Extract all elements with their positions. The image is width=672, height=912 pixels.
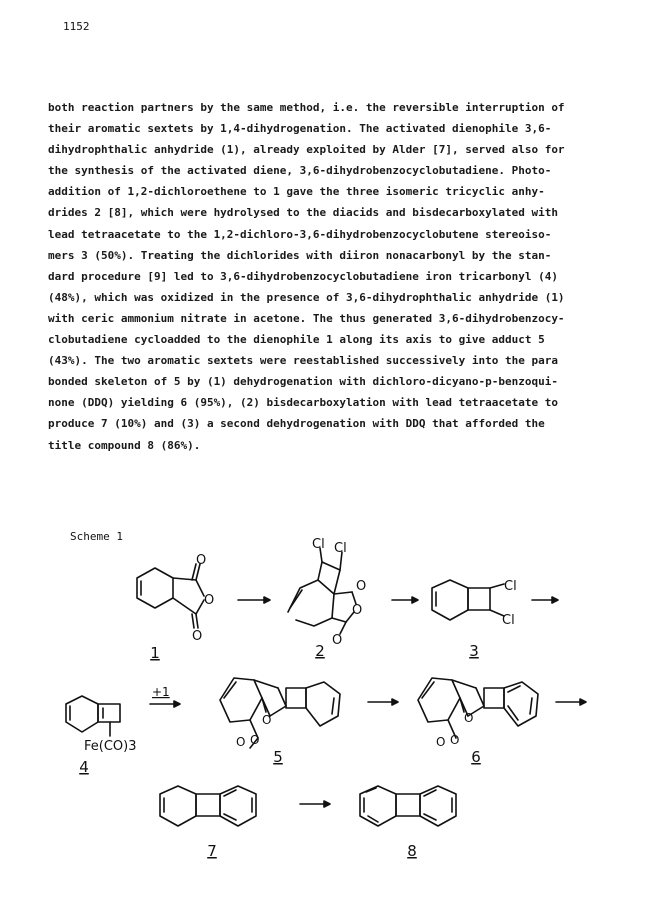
compound-6-carbonyl-o-1: O [436, 735, 446, 749]
compound-2-number: 2 [315, 642, 325, 660]
compound-5-number: 5 [273, 748, 283, 766]
compound-3-cl-2: Cl [502, 613, 515, 628]
compound-1-carbonyl-o-bottom: O [192, 629, 203, 644]
compound-6-carbonyl-o-2: O [450, 733, 460, 747]
compound-3-cl-1: Cl [504, 579, 517, 594]
text-line: dihydrophthalic anhydride (1), already exploited by Alder [7], served also for [48, 143, 565, 157]
compound-1-structure [137, 564, 204, 628]
compound-8-number: 8 [407, 842, 417, 860]
reagent-plus-1: +1 [152, 685, 170, 699]
page-number: 1152 [63, 20, 90, 33]
compound-7-number: 7 [207, 842, 217, 860]
compound-2-cl-1: Cl [312, 537, 325, 552]
text-line: their aromatic sextets by 1,4-dihydrogenation. The activated dienophile 3,6- [48, 122, 552, 136]
compound-8-structure [360, 786, 456, 826]
text-line: bonded skeleton of 5 by (1) dehydrogenation with dichloro-dicyano-p-benzoqui- [48, 375, 558, 389]
text-line: dard procedure [9] led to 3,6-dihydrobenzocyclobutadiene iron tricarbonyl (4) [48, 269, 558, 283]
text-line: (43%). The two aromatic sextets were reestablished successively into the para [48, 354, 558, 368]
compound-7-structure [160, 786, 256, 826]
compound-4-fe-co3: Fe(CO)3 [84, 739, 137, 754]
compound-2-ring-o: O [352, 603, 363, 618]
compound-4-number: 4 [79, 758, 89, 776]
compound-2-structure [288, 548, 356, 634]
text-line: mers 3 (50%). Treating the dichlorides with diiron nonacarbonyl by the stan- [48, 248, 552, 262]
text-line: with ceric ammonium nitrate in acetone. The thus generated 3,6-dihydrobenzocy- [48, 311, 565, 325]
compound-1-ring-o: O [204, 593, 215, 608]
compound-6-structure [418, 678, 538, 738]
compound-6-number: 6 [471, 748, 481, 766]
compound-6-ring-o: O [464, 711, 474, 725]
text-line: the synthesis of the activated diene, 3,6-dihydrobenzocyclobutadiene. Photo- [48, 164, 552, 178]
compound-2-cl-2: Cl [334, 541, 347, 556]
text-line: both reaction partners by the same method, i.e. the reversible interruption of [48, 101, 565, 114]
compound-1-number: 1 [150, 644, 160, 662]
text-line: none (DDQ) yielding 6 (95%), (2) bisdecarboxylation with lead tetraacetate to [48, 396, 558, 410]
compound-2-carbonyl-o-1: O [356, 579, 367, 594]
compound-4-structure [66, 696, 120, 736]
text-line: produce 7 (10%) and (3) a second dehydrogenation with DDQ that afforded the [48, 417, 545, 431]
compound-5-carbonyl-o-2: O [250, 733, 260, 747]
compound-1-carbonyl-o-top: O [196, 553, 207, 568]
text-line: (48%), which was oxidized in the presence of 3,6-dihydrophthalic anhydride (1) [48, 290, 565, 304]
text-line: lead tetraacetate to the 1,2-dichloro-3,6-dihydrobenzocyclobutene stereoiso- [48, 227, 552, 241]
compound-3-structure [432, 580, 504, 620]
text-line: drides 2 [8], which were hydrolysed to the diacids and bisdecarboxylated with [48, 206, 558, 220]
compound-5-ring-o: O [262, 713, 272, 727]
scheme-label: Scheme 1 [70, 530, 123, 543]
text-line: addition of 1,2-dichloroethene to 1 gave the three isomeric tricyclic anhy- [48, 185, 545, 199]
text-line: clobutadiene cycloadded to the dienophile 1 along its axis to give adduct 5 [48, 333, 545, 347]
compound-2-carbonyl-o-2: O [332, 633, 343, 648]
text-line: title compound 8 (86%). [48, 438, 201, 452]
compound-5-carbonyl-o-1: O [236, 735, 246, 749]
compound-3-number: 3 [469, 642, 479, 660]
